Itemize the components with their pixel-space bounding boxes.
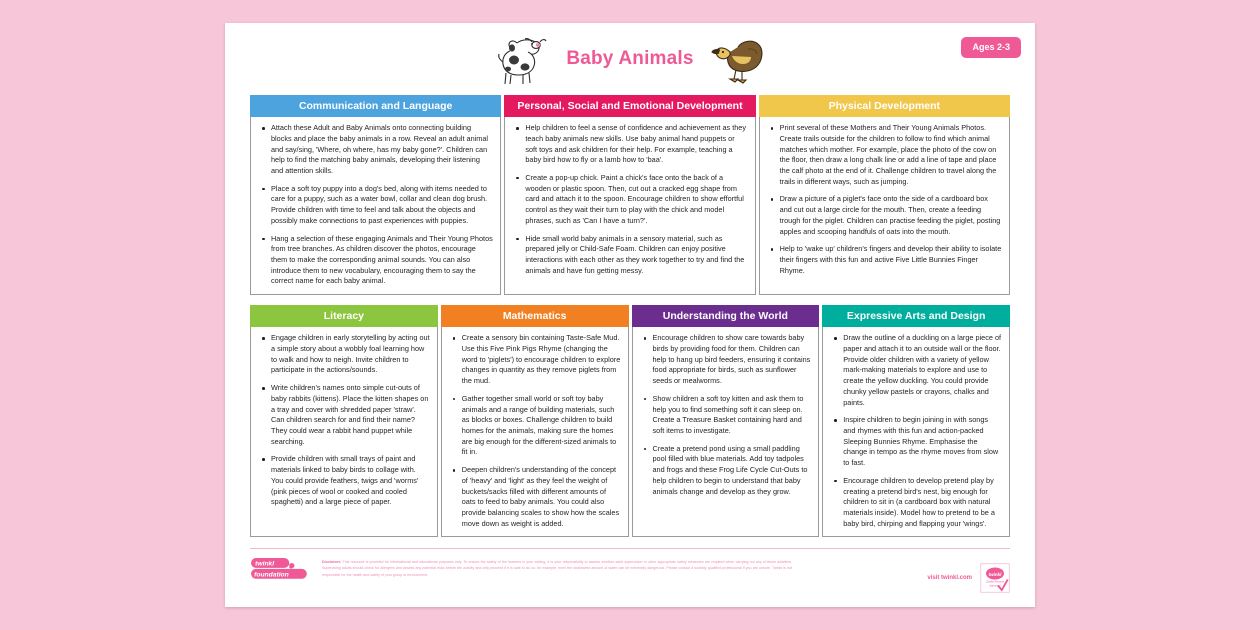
disclaimer-text xyxy=(322,557,792,578)
activity-item: Encourage children to develop pretend play by creating a pretend bird's nest, big enough for children to sit in (a cardboard box with natural materials inside). Model how to pretend to be a baby bird, chirping and flapping your 'wings'. xyxy=(843,476,1002,530)
column-body xyxy=(822,327,1010,537)
resource-link[interactable]: Child-Safe Foam xyxy=(579,244,635,254)
page-footer xyxy=(250,548,1010,593)
disclaimer-body: This resource is provided for informational and educational purposes only. To ensure the safety of the learners in your setting, it is your responsibility to assess whether adult supervision or other appropriate safety measures are required when carrying out any of these activities. Supervising adults should check for allergens and assess any potential risks before the activity and only proceed if it is safe to do so, for example, even the shallowest amount of water can be extremely dangerous. Please contact a suitably qualified professional if you are unsure. Twinkl is not responsible for the health and safety of your group or environment. xyxy=(322,560,792,577)
activity-item: Create a pop-up chick. Paint a chick's face onto the back of a wooden or plastic spoon. Then, cut out a cracked egg shape from card and attach it to the spoon. Encourage children to show effortful control as they wait their turn to play with the chick and model phrases, such as 'Can I have a turn?'. xyxy=(525,173,747,227)
activity-list xyxy=(258,333,430,508)
column-heading: Understanding the World xyxy=(632,305,820,327)
column-heading: Personal, Social and Emotional Development xyxy=(504,95,755,117)
activity-item: Write children's names onto simple cut-outs of baby rabbits (kittens). Place the kitten shapes on a tray and cover with shredded paper 'straw'. Can children search for and find their name? They could wear a rabbit hand puppet while searching. xyxy=(271,383,429,446)
column-personal-social-and-emotional-development xyxy=(504,95,755,295)
activity-list xyxy=(640,333,812,497)
column-heading: Communication and Language xyxy=(250,95,501,117)
activity-list xyxy=(767,123,1002,276)
activity-item: Draw the outline of a duckling on a large piece of paper and attach it to an outside wall or the floor. Provide older children with a variety of yellow mark-making materials to explore and use to create the yellow duckling. You could provide chunky yellow pastels or crayons, chalks and paints. xyxy=(843,333,1002,407)
activity-item: Place a soft toy puppy into a dog's bed, along with items needed to care for a puppy, such as a water bowl, collar and clean dog brush. Provide children with time to feel and talk about the objects and possibly make connections to past experiences with puppies. xyxy=(271,184,493,227)
activity-item: Help children to feel a sense of confidence and achievement as they teach baby animals new skills. Use baby animal hand puppets or soft toys and ask children for their help. For example, teaching a baby bird how to fly or a lamb how to 'baa'. xyxy=(525,123,746,165)
visit-twinkl-link[interactable]: visit twinkl.com xyxy=(927,575,972,581)
resource-link[interactable]: Five Pink Pigs Rhyme xyxy=(490,343,562,353)
activity-list xyxy=(449,333,621,529)
twinkl-foundation-logo xyxy=(250,557,312,581)
column-physical-development xyxy=(759,95,1010,295)
activity-list xyxy=(512,123,747,276)
column-heading: Expressive Arts and Design xyxy=(822,305,1010,327)
resource-link[interactable]: Mothers and Their Young Animals Photos xyxy=(850,123,984,133)
resource-link[interactable]: Frog Life Cycle Cut-Outs xyxy=(719,465,800,475)
activity-item: Engage children in early storytelling by acting out a simple story about a wobbly foal learning how to walk and how to neigh. Invite children to participate in the actions/sounds. xyxy=(271,333,430,375)
column-expressive-arts-and-design xyxy=(822,305,1010,537)
resource-link[interactable]: Sleeping Bunnies Rhyme xyxy=(843,436,926,446)
page-title: Baby Animals xyxy=(566,48,694,69)
page-header xyxy=(225,23,1035,95)
activity-item: Deepen children's understanding of the concept of 'heavy' and 'light' as they feel the weight of buckets/sacks filled with different amounts of oats to feed to baby animals. You could also provide balancing scales to show how the scales move down as weight is added. xyxy=(461,465,620,528)
column-heading: Mathematics xyxy=(441,305,629,327)
resource-link[interactable]: Five Little Bunnies Finger Rhyme xyxy=(779,254,978,275)
column-literacy xyxy=(250,305,438,537)
column-heading: Physical Development xyxy=(759,95,1010,117)
activity-item: Provide children with small trays of paint and materials linked to baby birds to collage with. You could provide feathers, twigs and 'worms' (pink pieces of wool or cooked and cooled spaghetti) and a large piece of paper. xyxy=(271,454,430,508)
duckling-icon xyxy=(708,31,768,87)
svg-text:Quality Assured: Quality Assured xyxy=(986,580,1004,584)
activity-item: Attach these Adult and Baby Animals onto connecting building blocks and place the baby animals in a row. Reveal an adult animal and say/sing, 'Where, oh where, has my baby gone?'. Children can help to find the matching baby animals, developing their listening and attention skills. xyxy=(271,123,493,177)
activity-item: Hang a selection of these engaging Animals and Their Young Photos from tree branches. As children discover the photos, encourage them to make the corresponding animal sounds. You can also introduce them to new vocabulary, encouraging them to say the correct name for each baby animal. xyxy=(271,233,493,286)
column-body xyxy=(504,117,755,295)
logo-text-twinkl: twinkl xyxy=(255,560,275,568)
activity-item: Create a pretend pond using a small paddling pool filled with blue materials. Add toy tadpoles and frogs and these Frog Life Cycle Cut-Outs to help children to begin to understand that baby animals change and develop as they grow. xyxy=(653,444,812,498)
footer-right-group xyxy=(927,557,1010,593)
logo-text-foundation: foundation xyxy=(254,571,289,579)
resource-sheet xyxy=(225,23,1035,607)
activity-item: Hide small world baby animals in a sensory material, such as prepared jelly or Child-Safe Foam. Children can enjoy positive interactions with each other as they work together to try and find the animals and have fun getting messy. xyxy=(525,234,747,277)
area-row-top xyxy=(250,95,1010,295)
activity-item: Draw a picture of a piglet's face onto the side of a cardboard box and cut out a large circle for the mouth. Then, create a feeding trough for the piglet. Children can practise feeding the piglet, posting apples and scooping handfuls of oats into the mouth. xyxy=(779,194,1001,236)
resource-link[interactable]: Adult and Baby Animals xyxy=(313,123,391,133)
column-mathematics xyxy=(441,305,629,537)
column-heading: Literacy xyxy=(250,305,438,327)
activity-item: Inspire children to begin joining in with songs and rhymes with this fun and action-packed Sleeping Bunnies Rhyme. Emphasise the change in tempo as the rhyme moves from slow to fast. xyxy=(843,415,1002,469)
column-body xyxy=(632,327,820,537)
disclaimer-label: Disclaimer: xyxy=(322,560,342,564)
area-row-bottom xyxy=(250,305,1010,537)
activity-item: Encourage children to show care towards baby birds by providing food for them. Children can help to hang up bird feeders, ensuring it contains food appropriate for birds, such as sunflower seeds or mealworms. xyxy=(652,333,811,386)
column-understanding-the-world xyxy=(632,305,820,537)
activity-item: Gather together small world or soft toy baby animals and a range of building materials, such as blocks or boxes. Challenge children to build homes for the animals, making sure the homes are big enough for the different-sized animals to fit in. xyxy=(462,394,621,458)
column-body xyxy=(250,327,438,537)
activity-item: Create a sensory bin containing Taste-Safe Mud. Use this Five Pink Pigs Rhyme (changing the word to 'piglets') to encourage children to explore changes in quantity as they remove piglets from the mud. xyxy=(461,333,621,386)
activity-item: Show children a soft toy kitten and ask them to help you to find something soft it can sleep on. Create a Treasure Basket containing hard and soft items to investigate. xyxy=(653,394,812,437)
resource-link[interactable]: Treasure Basket xyxy=(682,415,736,425)
resource-link[interactable]: Animals and Their Young Photos xyxy=(387,233,493,243)
twinkl-award-badge-icon xyxy=(980,563,1010,593)
svg-text:Approved: Approved xyxy=(989,584,1001,588)
activity-item: Help to 'wake up' children's fingers and develop their ability to isolate their fingers with this fun and active Five Little Bunnies Finger Rhyme. xyxy=(779,244,1002,275)
column-body xyxy=(441,327,629,537)
resource-link[interactable]: Taste-Safe Mud xyxy=(566,333,618,343)
column-communication-and-language xyxy=(250,95,501,295)
activity-item: Print several of these Mothers and Their Young Animals Photos. Create trails outside for the children to follow to find which animal matches which mother. For example, place the photo of the cow on the floor, then draw a long chalk line or add a line of tape and place the calf photo at the end of it. Challenge children to travel along the trails in different ways, such as jumping. xyxy=(780,123,1002,187)
activity-list xyxy=(830,333,1002,529)
calf-icon xyxy=(492,31,552,87)
svg-text:twinkl: twinkl xyxy=(988,571,1002,577)
activity-list xyxy=(258,123,493,287)
age-badge: Ages 2-3 xyxy=(961,37,1021,58)
column-body xyxy=(759,117,1010,295)
column-body xyxy=(250,117,501,295)
